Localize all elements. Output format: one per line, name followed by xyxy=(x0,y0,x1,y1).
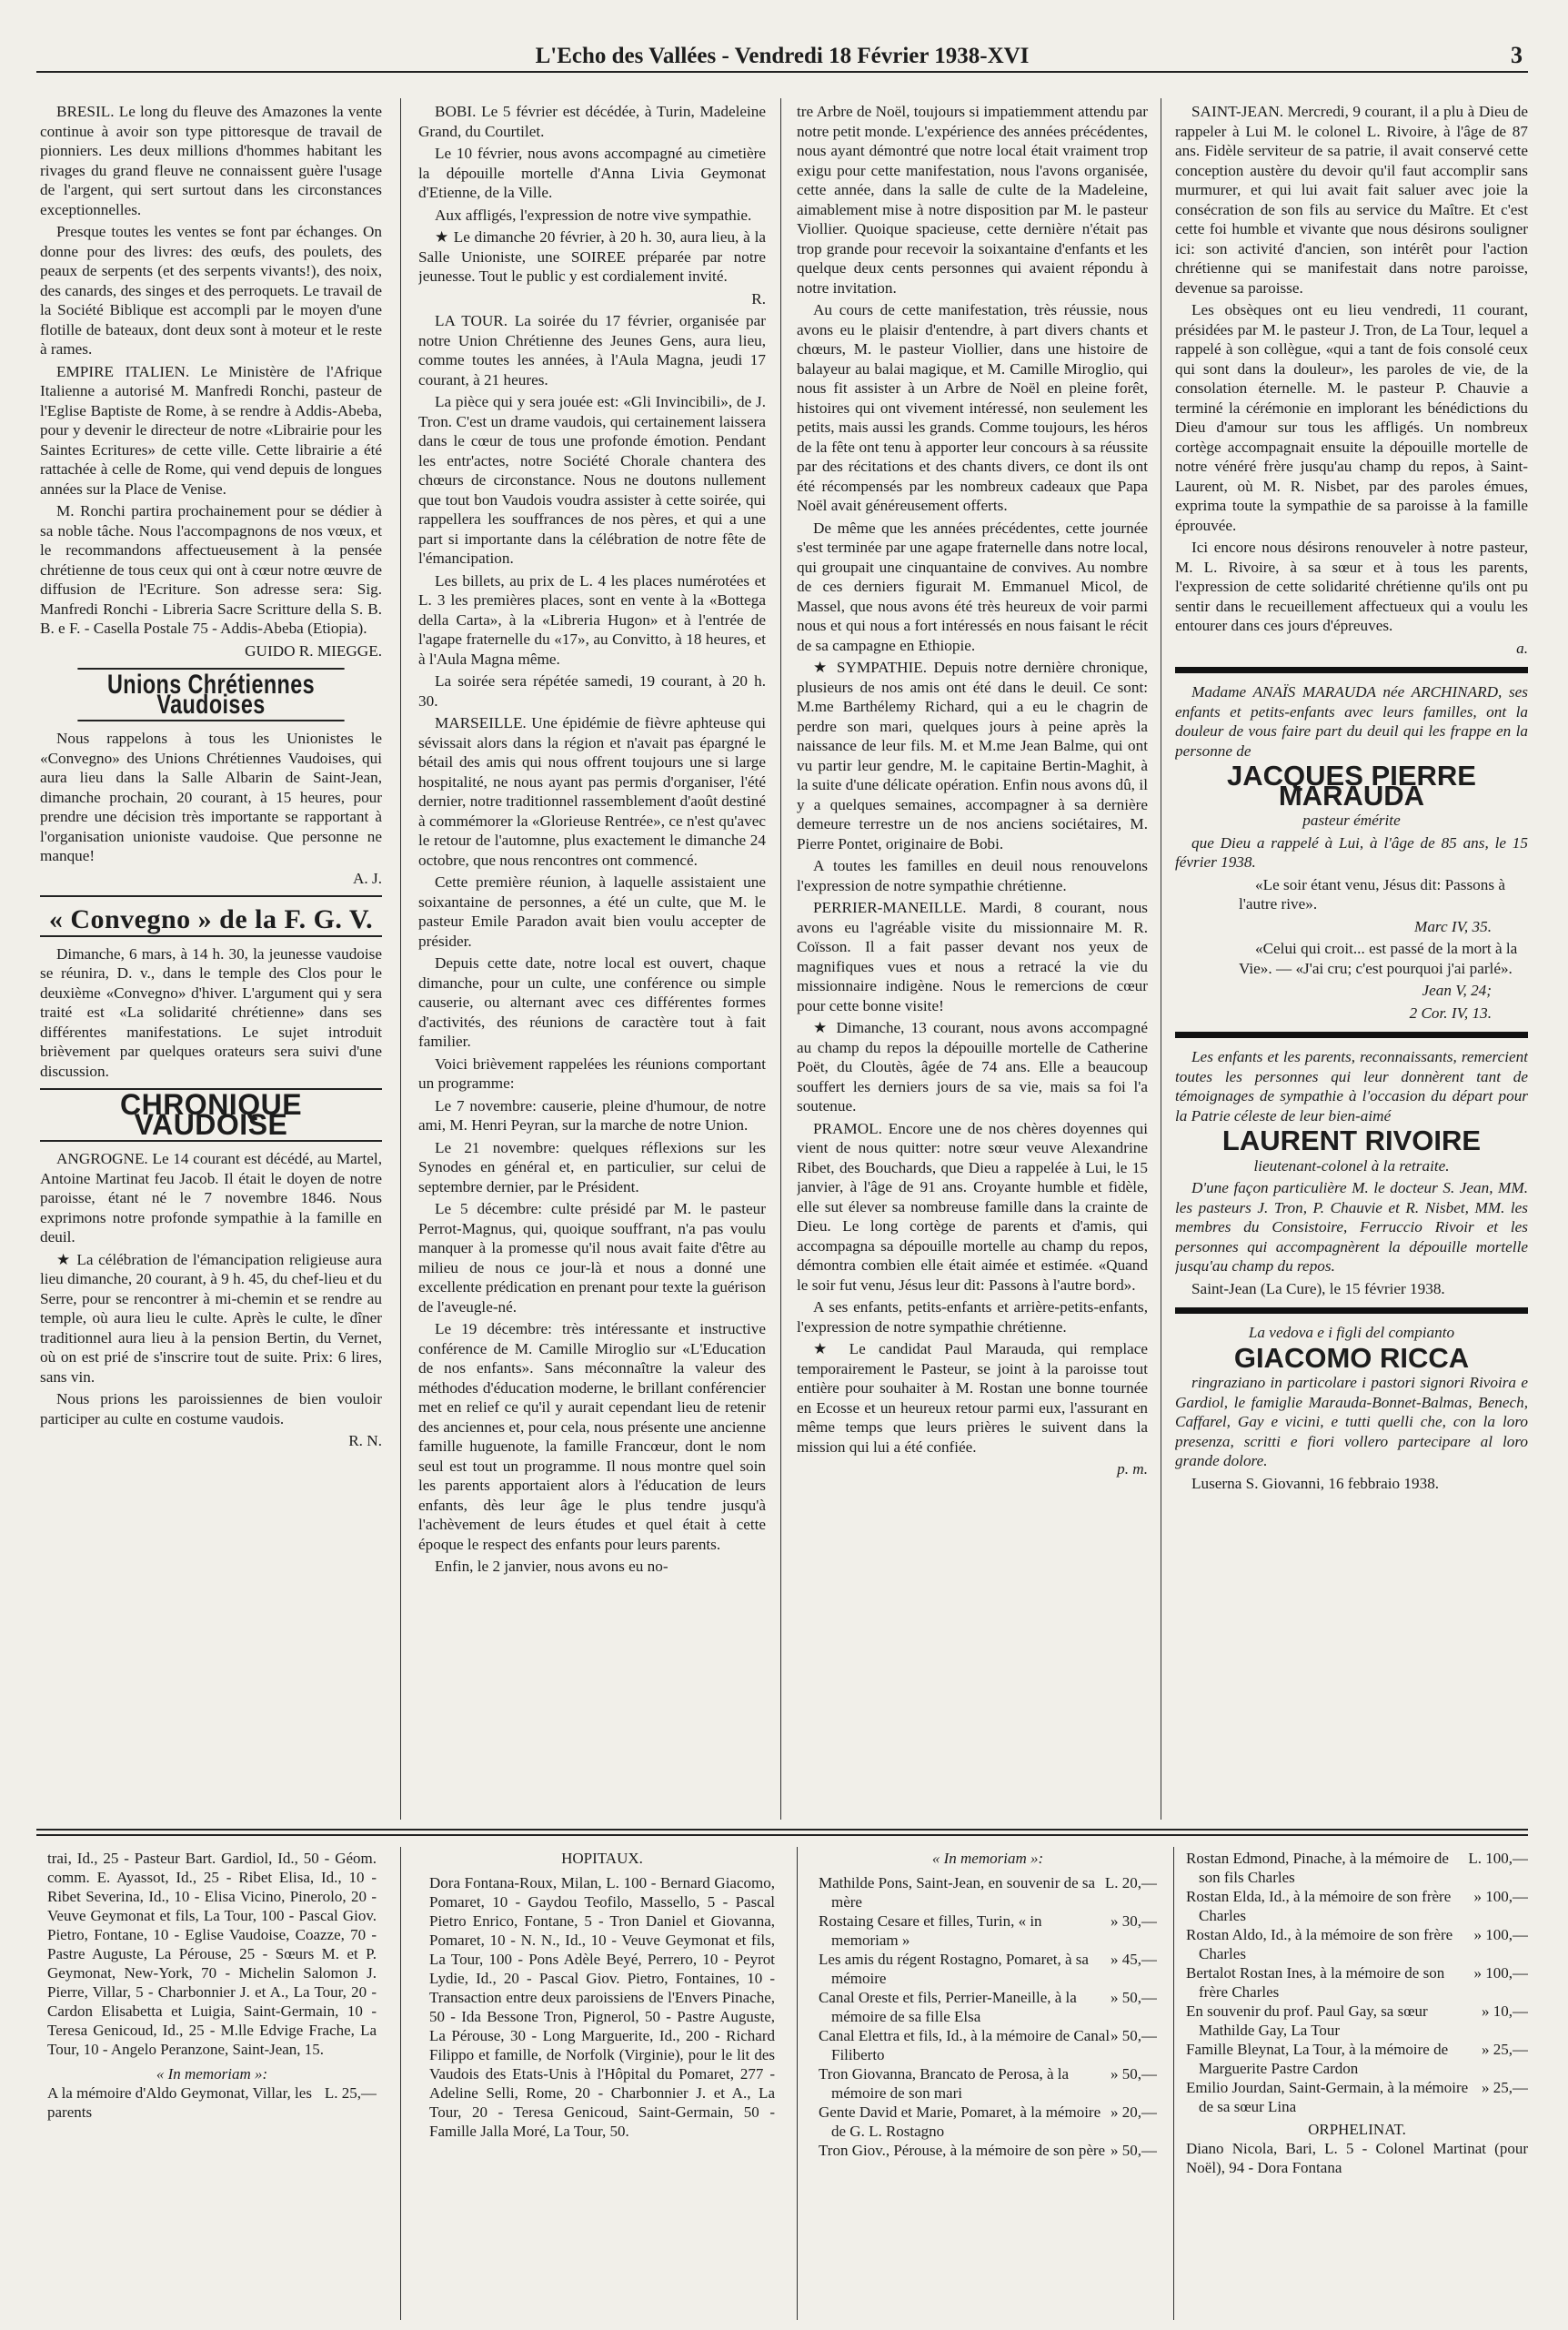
notice-ricca-place: Luserna S. Giovanni, 16 febbraio 1938. xyxy=(1191,1474,1440,1492)
donation-row xyxy=(1186,2078,1528,2116)
donation-label: Emilio Jourdan, Saint-Germain, à la mémoire de sa sœur Lina xyxy=(1186,2079,1469,2115)
article-angrogne: ANGROGNE. Le 14 courant est décédé, au Martel, Antoine Martinat feu Jacob. Il était le doyen de notre paroisse, étant né le 7 novembre 1846. Nous exprimons notre profonde sympathie à la famille en deuil. xyxy=(40,1150,382,1246)
notice-rivoire-intro: Les enfants et les parents, reconnaissants, remercient toutes les personnes qui leur donnèrent tant de témoignages de sympathie à l'occasion du départ pour la Patrie céleste de leur bien-aimé xyxy=(1175,1048,1528,1125)
donation-label: Canal Oreste et fils, Perrier-Maneille, à la mémoire de sa fille Elsa xyxy=(819,1989,1077,2025)
donation-amount: » 50,— xyxy=(1111,1989,1157,2006)
article-marseille: MARSEILLE. Une épidémie de fièvre aphteuse qui sévissait alors dans la région et n'avait pas épargné le bétail des amis qui nous offrent toujours une si large hospitalité, ne nous ayant pas permis d'organiser, l'été dernier, notre traditionnel rassemblement d'août destiné à commémorer la «Glorieuse Rentrée», ce n'est qu'avec le retour de l'automne, plus exactement le dimanche 24 octobre, que nous rencontres ont commencé. xyxy=(418,714,766,869)
paragraph: Le 7 novembre: causerie, pleine d'humour, de notre ami, M. Henri Peyran, sur la marche de notre Union. xyxy=(418,1096,766,1134)
donation-row xyxy=(1186,2040,1528,2078)
orphelinat-heading: ORPHELINAT. xyxy=(1308,2121,1406,2138)
notice-marauda-text: que Dieu a rappelé à Lui, à l'âge de 85 ans, le 15 février 1938. xyxy=(1175,833,1528,871)
donation-row xyxy=(819,2026,1157,2064)
notice-divider xyxy=(1175,1032,1528,1038)
article-bobi: BOBI. Le 5 février est décédée, à Turin, Madeleine Grand, du Courtilet. xyxy=(418,103,766,140)
paragraph: Le 10 février, nous avons accompagné au cimetière la dépouille mortelle d'Anna Livia Geymonat d'Etienne, de la Ville. xyxy=(418,145,766,201)
donation-amount: » 25,— xyxy=(1482,2079,1528,2096)
bible-verse: «Le soir étant venu, Jésus dit: Passons à l'autre rive». xyxy=(1239,875,1505,913)
donation-row xyxy=(819,2064,1157,2103)
paragraph: Au cours de cette manifestation, très réussie, nous avons eu le plaisir d'entendre, à part divers chants et chœurs, M. le pasteur Viollier, dans une histoire de balayeur au balai magique, et M. Camille Miroglio, qui nous fit assister à un Arbre de Noël en pleine forêt, histoires qui ont vivement intéressé, non seulement les petits, mais aussi les grands. Comme toujours, les héros de la fête ont tenu à apporter leur concours à sa réussite par des récitations et des chants divers, ce dont ils ont été récompensés par les nombreux cadeaux que Papa Noël avait généreusement offerts. xyxy=(797,301,1148,514)
donation-label: Tron Giov., Pérouse, à la mémoire de son père xyxy=(819,2142,1106,2159)
article-perrier-maneille: PERRIER-MANEILLE. Mardi, 8 courant, nous avons eu l'agréable visite du missionnaire M. R. Coïsson. Il a fait passer devant nos yeux de magnifiques vues et nous a retracé la vie du missionnaire indigène. Nous le remercions de cœur pour cette bonne visite! xyxy=(797,899,1148,1014)
donation-amount: » 10,— xyxy=(1482,2002,1528,2020)
donation-amount: » 50,— xyxy=(1111,2027,1157,2044)
donation-row xyxy=(819,1911,1157,1950)
verse-reference: Marc IV, 35. xyxy=(1414,917,1492,935)
memoriam-heading: « In memoriam »: xyxy=(931,1850,1044,1867)
paragraph: Dimanche, 6 mars, à 14 h. 30, la jeunesse vaudoise se réunira, D. v., dans le temple des Clos pour le deuxième «Convegno» d'hiver. L'argument qui y sera traité est «La solidarité chrétienne» dans ses différentes manifestations. Le sujet introduit brièvement par quelques orateurs sera suivi d'une discussion. xyxy=(40,944,382,1080)
donations-column-2 xyxy=(429,1849,775,2313)
notice-rivoire-title: lieutenant-colonel à la retraite. xyxy=(1253,1156,1450,1175)
signature: R. xyxy=(751,289,766,308)
donation-amount: » 30,— xyxy=(1111,1912,1157,1930)
donations-list: trai, Id., 25 - Pasteur Bart. Gardiol, Id., 50 - Géom. comm. E. Ayassot, Id., 25 - Ribet Elisa, Id., 10 - Ribet Severina, Id., 10 - Elisa Vicino, Pinerolo, 20 - Veuve Geymonat et fils, La Tour, 100 - Pascal Giov. Pietro, Fontane, 10 - Eglise Vaudoise, Coazze, 70 - Pastre Auguste, La Pérouse, 25 - Sœurs M. et P. Geymonat, New-York, 70 - Michelin Salomon J. Pierre, Villar, 5 - Charbonnier J. et A., La Tour, 20 - Cardon Elisabetta et Luigia, Saint-Germain, 10 - Teresa Genicoud, Id., 25 - M.lle Edvige Frache, La Tour, 10 - Angelo Peranzone, Saint-Jean, 15. xyxy=(47,1850,377,2058)
paragraph: Depuis cette date, notre local est ouvert, chaque dimanche, pour un culte, une conférence ou simple causerie, ou alternant avec ces différentes formes d'activités, des réunions de caractère tout à fait familier. xyxy=(418,954,766,1050)
paragraph: ★ Dimanche, 13 courant, nous avons accompagné au champ du repos la dépouille mortelle de Catherine Poët, du Cloutès, âgée de 74 ans. Elle a beaucoup souffert les derniers jours de sa vie, mais sa foi l'a soutenue. xyxy=(797,1019,1148,1115)
notice-rivoire-place: Saint-Jean (La Cure), le 15 février 1938. xyxy=(1191,1279,1445,1297)
article-saint-jean: SAINT-JEAN. Mercredi, 9 courant, il a plu à Dieu de rappeler à Lui M. le colonel L. Rivoire, à l'âge de 87 ans. Fidèle serviteur de sa patrie, il avait conservé cette conception austère du devoir qu'il faut accomplir sans murmurer, et qui lui avait fait saluer avec joie la consécration de son fils au service du Maître. Et c'est cette foi humble et vivante que nous désirons souligner ici: son activité d'ancien, son intérêt pour l'action chrétienne qui se manifestait dans notre paroisse, devenue sa paroisse. xyxy=(1175,103,1528,297)
divider xyxy=(40,895,382,897)
paragraph: La soirée sera répétée samedi, 19 courant, à 20 h. 30. xyxy=(418,672,766,710)
donation-label: En souvenir du prof. Paul Gay, sa sœur Mathilde Gay, La Tour xyxy=(1186,2002,1428,2039)
signature: A. J. xyxy=(353,869,382,887)
paragraph: Nous prions les paroissiennes de bien vouloir participer au culte en costume vaudois. xyxy=(40,1390,382,1427)
notice-rivoire-text: D'une façon particulière M. le docteur S. Jean, MM. les pasteurs J. Tron, P. Chauvie et R. Nisbet, MM. les membres du Consistoire, Ferruccio Rivoir et les personnes qui accompagnèrent la dépouille mortelle jusqu'au champ du repos. xyxy=(1175,1179,1528,1275)
page-number: 3 xyxy=(1511,42,1523,68)
donation-label: Les amis du régent Rostagno, Pomaret, à sa mémoire xyxy=(819,1951,1089,1987)
donations-list: Dora Fontana-Roux, Milan, L. 100 - Bernard Giacomo, Pomaret, 10 - Gaydou Teofilo, Massello, 5 - Pascal Pietro Enrico, Fontane, 5 - Tron Daniel et Giovanna, Pomaret, 10 - N. N., Id., 10 - Veuve Geymonat et fils, La Tour, 100 - Pons Adèle Beyé, Perrero, 10 - Peyrot Lydie, Id., 20 - Pascal Giov. Pietro, Fontaines, 10 - Transaction entre deux paroissiens de l'Envers Pinache, 50 - Ida Bessone Tron, Pignerol, 50 - Pastre Auguste, La Pérouse, 30 - Long Marguerite, Id., 200 - Richard Filippo et famille, de Norfolk (Virginie), pour le lit des Vaudois des Etats-Unis à l'Hôpital du Pomaret, 277 - Adeline Selli, Rome, 20 - Charbonnier J. et A., La Tour, 20 - Teresa Genicoud, Saint-Germain, 50 - Famille Jalla Moré, La Tour, 50. xyxy=(429,1874,775,2140)
donations-column-1 xyxy=(47,1849,377,2313)
signature: a. xyxy=(1516,639,1528,657)
notice-divider xyxy=(1175,667,1528,673)
paragraph: De même que les années précédentes, cette journée s'est terminée par une agape fraternelle dans notre local, qui groupait une cinquantaine de convives. Au nombre de ces derniers figurait M. Emmanuel Micol, de Massel, que nous avons été très heureux de voir parmi nous et qui nous a fort intéressés en nous faisant le récit de sa campagne en Ethiopie. xyxy=(797,519,1148,654)
column-4 xyxy=(1175,102,1528,1821)
notice-marauda-title: pasteur émérite xyxy=(1302,812,1401,829)
donation-amount: » 100,— xyxy=(1473,1964,1528,1982)
donation-row xyxy=(819,2103,1157,2141)
notice-ricca-intro: La vedova e i figli del compianto xyxy=(1248,1324,1455,1341)
paragraph: ★ Le dimanche 20 février, à 20 h. 30, aura lieu, à la Salle Unioniste, une SOIREE préparée par notre jeunesse. Tout le public y est cordialement invité. xyxy=(418,228,766,285)
donation-amount: » 100,— xyxy=(1473,1888,1528,1905)
donation-label: Bertalot Rostan Ines, à la mémoire de son frère Charles xyxy=(1186,1964,1445,2001)
paragraph: Le 21 novembre: quelques réflexions sur les Synodes en général et, en particulier, sur celui de septembre dernier, par le Président. xyxy=(418,1138,766,1195)
donation-label: Rostan Aldo, Id., à la mémoire de son frère Charles xyxy=(1186,1926,1453,1962)
paragraph: Nous rappelons à tous les Unionistes le «Convegno» des Unions Chrétiennes Vaudoises, qui aura lieu dans la Salle Albarin de Saint-Jean, dimanche prochain, 20 courant, à 15 heures, pour prendre une décision très importante se rapportant à l'organisation unioniste vaudoise. Que personne ne manque! xyxy=(40,730,382,864)
donation-row xyxy=(819,2141,1157,2160)
notice-rivoire-name: LAURENT RIVOIRE xyxy=(1221,1125,1482,1156)
donation-label: Tron Giovanna, Brancato de Perosa, à la mémoire de son mari xyxy=(819,2065,1070,2102)
donation-row xyxy=(819,1988,1157,2026)
article-empire-italien: EMPIRE ITALIEN. Le Ministère de l'Afrique Italienne a autorisé M. Manfredi Ronchi, pasteur de l'Eglise Baptiste de Rome, à se rendre à Addis-Abeba, pour y devenir le directeur de notre «Librairie pour les Saintes Ecritures» de cette ville. Cette librairie a été rattachée à celle de Rome, qui vend depuis de longues années sur la Place de Venise. xyxy=(40,362,382,498)
paragraph: Les billets, au prix de L. 4 les places numérotées et L. 3 les premières places, sont en vente à la «Bottega della Carta», à la «Libreria Hugon» et à l'entrée de l'agape fraternelle du «17», au Convitto, à 18 heures, et à l'Aula Magna même. xyxy=(418,571,766,668)
paragraph: Ici encore nous désirons renouveler à notre pasteur, M. L. Rivoire, à sa sœur et à tous les parents, l'expression de cette solidarité chrétienne qu'ils ont pu sentir dans le recueillement affectueux qui a voulu les entourer dans ces jours d'épreuves. xyxy=(1175,539,1528,634)
column-1 xyxy=(40,102,382,1821)
paragraph: A ses enfants, petits-enfants et arrière-petits-enfants, l'expression de notre sympathie chrétienne. xyxy=(797,1298,1148,1336)
paragraph: Presque toutes les ventes se font par échanges. On donne pour des livres: des œufs, des poulets, des peaux de serpents (et des serpents vivants!), des noix, des canards, des singes et des perroquets. Le travail de la Société Biblique est accompli par le moyen d'une flotille de bateaux, dont deux sont à moteur et le reste à rames. xyxy=(40,223,382,358)
donation-amount: » 100,— xyxy=(1473,1926,1528,1943)
donation-label: Gente David et Marie, Pomaret, à la mémoire de G. L. Rostagno xyxy=(819,2103,1101,2140)
donations-column-3 xyxy=(819,1849,1157,2313)
donation-row xyxy=(47,2083,377,2122)
donation-amount: L. 100,— xyxy=(1468,1850,1528,1867)
notice-ricca-text: ringraziano in particolare i pastori signori Rivoira e Gardiol, le famiglie Marauda-Bonnet-Balmas, Benech, Caffarel, Gay e vicini, e tutti quelli che, con la loro presenza, scritti e fiori vollero partecipare al loro grande dolore. xyxy=(1175,1374,1528,1469)
column-rule xyxy=(780,98,781,1820)
donation-amount: » 25,— xyxy=(1482,2041,1528,2058)
column-3 xyxy=(797,102,1148,1821)
column-rule xyxy=(400,98,401,1820)
donation-row xyxy=(1186,1925,1528,1963)
column-rule xyxy=(797,1847,798,2320)
verse-reference: Jean V, 24; xyxy=(1422,982,1492,999)
donation-amount: L. 25,— xyxy=(324,2084,377,2102)
donation-row xyxy=(1186,2002,1528,2040)
section-divider xyxy=(36,1829,1528,1836)
article-la-tour: LA TOUR. La soirée du 17 février, organisée par notre Union Chrétienne des Jeunes Gens, aura lieu, comme toutes les années, à l'Aula Magna, jeudi 17 courant, à 21 heures. xyxy=(418,312,766,388)
donation-amount: L. 20,— xyxy=(1104,1874,1157,1891)
signature: p. m. xyxy=(1117,1460,1148,1478)
paragraph: ★ La célébration de l'émancipation religieuse aura lieu dimanche, 20 courant, à 9 h. 45, du chef-lieu et du Serre, pour se rencontrer à mi-chemin et se rendre au temple, où aura lieu le culte. Après le culte, le dîner traditionnel aura lieu à la pension Bertin, du Vernet, où on est prié de s'inscrire tout de suite. Prix: 6 lires, sans vin. xyxy=(40,1250,382,1386)
donation-label: Mathilde Pons, Saint-Jean, en souvenir de sa mère xyxy=(819,1874,1096,1911)
section-heading-convegno: « Convegno » de la F. G. V. xyxy=(40,904,382,937)
donation-label: A la mémoire d'Aldo Geymonat, Villar, les parents xyxy=(47,2084,312,2121)
section-heading-unions: Unions Chrétiennes Vaudoises xyxy=(77,668,344,721)
donation-label: Rostan Edmond, Pinache, à la mémoire de son fils Charles xyxy=(1186,1850,1449,1886)
verse-reference: 2 Cor. IV, 13. xyxy=(1409,1004,1492,1022)
column-rule xyxy=(400,1847,401,2320)
notice-marauda-name: JACQUES PIERRE MARAUDA xyxy=(1227,760,1476,812)
donation-label: Famille Bleynat, La Tour, à la mémoire de Marguerite Pastre Cardon xyxy=(1186,2041,1449,2077)
paragraph: Les obsèques ont eu lieu vendredi, 11 courant, présidées par M. le pasteur J. Tron, de La Tour, lequel a rappelé à son collègue, «qui a tant de fois consolé ceux qui sont dans la douleur», les paroles de vie, de la consolation éternelle. M. le pasteur P. Chauvie a terminé la cérémonie en implorant les bénédictions du Dieu d'amour sur tous les affligés. Un nombreux cortège accompagnait ensuite la dépouille mortelle de notre vénéré frère jusqu'au champ du repos, à Saint-Laurent, où M. R. Nisbet, par des paroles émues, exprima toute la sympathie de sa paroisse à la famille éprouvée. xyxy=(1175,301,1528,534)
article-bresil: BRESIL. Le long du fleuve des Amazones la vente continue à avoir son type pittoresque de travail de pionniers. Les deux millions d'hommes habitant les rivages du grand fleuve ne connaissent guère l'usage de l'argent, qui sert surtout dans les circonstances exceptionnelles. xyxy=(40,103,382,218)
signature: R. N. xyxy=(348,1432,382,1449)
notice-divider xyxy=(1175,1307,1528,1314)
donations-column-4 xyxy=(1186,1849,1528,2313)
donation-row xyxy=(1186,1887,1528,1925)
page-header xyxy=(36,40,1528,73)
donations-list: Diano Nicola, Bari, L. 5 - Colonel Martinat (pour Noël), 94 - Dora Fontana xyxy=(1186,2140,1528,2176)
column-2 xyxy=(418,102,766,1821)
paragraph: Le 5 décembre: culte présidé par M. le pasteur Perrot-Magnus, qui, quoique souffrant, n'a pas voulu manquer à la promesse qu'il nous avait faite d'être au milieu de nous ce jour-là et nous a donné une excellente prédication en prenant pour texte la guérison de l'aveugle-né. xyxy=(418,1200,766,1316)
notice-ricca-name: GIACOMO RICCA xyxy=(1233,1341,1470,1374)
donation-amount: » 45,— xyxy=(1111,1951,1157,1968)
paragraph: ★ Le candidat Paul Marauda, qui remplace temporairement le Pasteur, se joint à la paroisse tout entière pour souhaiter à M. Rostan une bonne tournée en Ecosse et un heureux retour parmi eux, l'assurant en même temps que leurs prières le suivent dans la mission qui lui a été confiée. xyxy=(797,1340,1148,1456)
donation-row xyxy=(1186,1963,1528,2002)
header-title: L'Echo des Vallées - Vendredi 18 Février 1938-XVI xyxy=(535,44,1030,68)
paragraph: La pièce qui y sera jouée est: «Gli Invincibili», de J. Tron. C'est un drame vaudois, qui certainement laissera dans le cœur de tous une profonde émotion. Pendant les entr'actes, notre Société Chorale chantera des chœurs de circonstance. Nous ne doutons nullement que tout bon Vaudois voudra assister à cette soirée, qui rappellera les souffrances de nos pères, et qui a une part si importante dans la célébration de notre fête de l'émancipation. xyxy=(418,393,766,567)
memoriam-heading: « In memoriam »: xyxy=(156,2065,268,2083)
bible-verse: «Celui qui croit... est passé de la mort à la Vie». — «J'ai cru; c'est pourquoi j'ai parlé». xyxy=(1239,940,1518,977)
donation-amount: » 20,— xyxy=(1111,2103,1157,2121)
paragraph: tre Arbre de Noël, toujours si impatiemment attendu par notre petit monde. L'expérience des années précédentes, nous ayant démontré que notre local était vraiment trop exigu pour cette manifestation, nous l'avons organisée, cette année, dans la salle de culte de la Madeleine, aimablement mise à notre disposition par M. le pasteur Viollier. Quoique spacieuse, cette dernière n'était pas trop grande pour recevoir la soixantaine d'enfants et les quelque deux cents personnes qui avaient répondu à notre invitation. xyxy=(797,103,1148,297)
paragraph-sympathie: ★ SYMPATHIE. Depuis notre dernière chronique, plusieurs de nos amis ont été dans le deuil. Ce sont: M.me Barthélemy Richard, qui a eu le chagrin de perdre son mari, quelques jours à peine après la naissance de leur fils. M. et M.me Jean Balme, qui ont vu partir leur gendre, M. le capitaine Bertin-Maghit, à la suite d'une délicate opération. Enfin nous avons dû, il y a quelques semaines, accompagner à sa dernière demeure terrestre un de nos anciens sociétaires, M. Pierre Pontet, originaire de Bobi. xyxy=(797,659,1148,852)
notice-marauda-intro: Madame ANAÏS MARAUDA née ARCHINARD, ses enfants et petits-enfants avec leurs familles, ont la douleur de vous faire part du deuil qui les frappe en la personne de xyxy=(1175,683,1528,760)
donation-row xyxy=(1186,1849,1528,1887)
donation-label: Rostan Elda, Id., à la mémoire de son frère Charles xyxy=(1186,1888,1452,1924)
section-heading-chronique: CHRONIQUE VAUDOISE xyxy=(40,1088,382,1142)
paragraph: Aux affligés, l'expression de notre vive sympathie. xyxy=(435,206,752,224)
paragraph: Voici brièvement rappelées les réunions comportant un programme: xyxy=(418,1054,766,1092)
signature: GUIDO R. MIEGGE. xyxy=(245,641,382,660)
donation-amount: » 50,— xyxy=(1111,2142,1157,2159)
paragraph: Enfin, le 2 janvier, nous avons eu no- xyxy=(435,1558,668,1575)
paragraph: Le 19 décembre: très intéressante et instructive conférence de M. Camille Miroglio sur «L'Education de nos enfants». Sans méconnaître la valeur des méthodes d'éducation moderne, le brillant conférencier met en relief ce qu'il y aurait cependant lieu de retenir des anciennes et, pour cela, nous présente une ancienne famille huguenote, la famille Francœur, dont le nom seul est tout un programme. Il nous montre quel soin les parents apportaient alors à l'éducation de leurs enfants, dès leur âge le plus tendre jusqu'à l'achèvement de leurs études et quel était à cette époque le respect des enfants pour leurs parents. xyxy=(418,1320,766,1553)
donation-label: Rostaing Cesare et filles, Turin, « in memoriam » xyxy=(819,1912,1042,1949)
donation-row xyxy=(819,1873,1157,1911)
paragraph: M. Ronchi partira prochainement pour se dédier à sa noble tâche. Nous l'accompagnons de nos vœux, et le recommandons affectueusement à la pensée chrétienne de tous ceux qui ont à cœur notre œuvre de diffusion de l'Ecriture. Son adresse sera: Sig. Manfredi Ronchi - Libreria Sacre Scritture della S. B. B. e F. - Casella Postale 75 - Addis-Abeba (Etiopia). xyxy=(40,502,382,637)
donation-label: Canal Elettra et fils, Id., à la mémoire de Canal Filiberto xyxy=(819,2027,1111,2063)
article-pramol: PRAMOL. Encore une de nos chères doyennes qui vient de nous quitter: notre sœur veuve Alexandrine Ribet, des Bouchards, que Dieu a rappelée à Lui, le 15 janvier, à l'âge de 91 ans. Croyante humble et fidèle, elle sut élever sa nombreuse famille dans la crainte de Dieu. Le long cortège de parents et d'amis, qui accompagna sa dépouille mortelle au champ du repos, démontra combien elle était aimée et estimée. «Quand le soir fut venu, Jésus leur dit: Passons à l'autre bord». xyxy=(797,1119,1148,1294)
paragraph: Cette première réunion, à laquelle assistaient une soixantaine de personnes, a été un culte, que M. le pasteur Emile Paradon avait bien voulu accepter de présider. xyxy=(418,873,766,950)
donation-amount: » 50,— xyxy=(1111,2065,1157,2083)
donation-row xyxy=(819,1950,1157,1988)
paragraph: A toutes les familles en deuil nous renouvelons l'expression de notre sympathie chrétienne. xyxy=(797,857,1148,894)
hopitaux-heading: HOPITAUX. xyxy=(561,1850,643,1867)
column-rule xyxy=(1173,1847,1174,2320)
